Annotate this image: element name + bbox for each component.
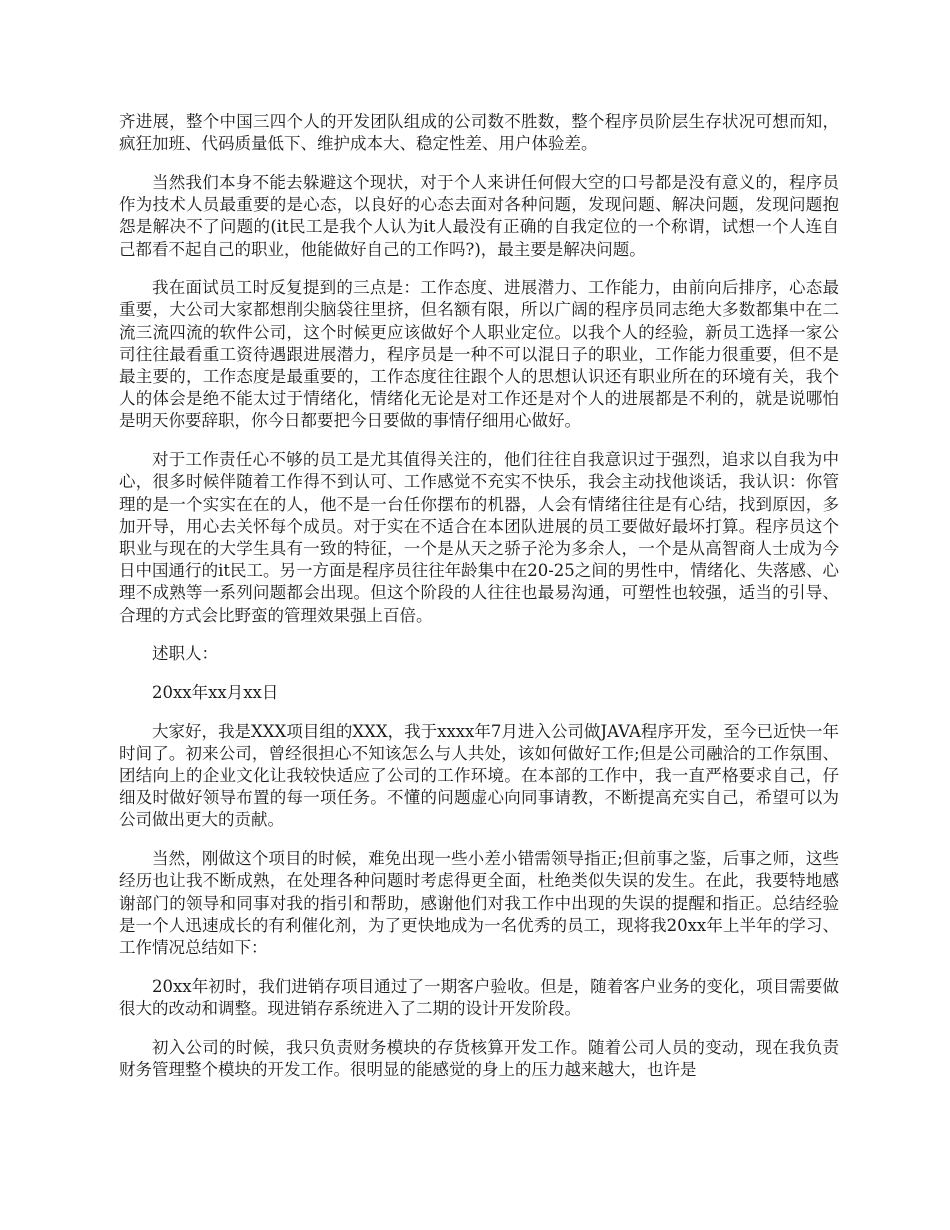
paragraph-7: 20xx年初时，我们进销存项目通过了一期客户验收。但是，随着客户业务的变化，项目需要做很大的改动和调整。现进销存系统进入了二期的设计开发阶段。 — [119, 976, 839, 1018]
paragraph-2: 当然我们本身不能去躲避这个现状，对于个人来讲任何假大空的口号都是没有意义的，程序员作为技术人员最重要的是心态，以良好的心态去面对各种问题，发现问题、解决问题，发现问题抱怨是解决不了问题的(it民工是我个人认为it人最没有正确的自我定位的一个称谓，试想一个人连自己都看不起自己的职业，他能做好自己的工作吗?)，最主要是解决问题。 — [119, 172, 839, 259]
paragraph-4: 对于工作责任心不够的员工是尤其值得关注的，他们往往自我意识过于强烈，追求以自我为中心，很多时候伴随着工作得不到认可、工作感觉不充实不快乐，我会主动找他谈话，我认识：你管理的是一个实实在在的人，他不是一台任你摆布的机器，人会有情绪往往是有心结，找到原因，多加开导，用心去关怀每个成员。对于实在不适合在本团队进展的员工要做好最坏打算。程序员这个职业与现在的大学生具有一致的特征，一个是从天之骄子沦为多余人，一个是从高智商人士成为今日中国通行的it民工。另一方面是程序员往往年龄集中在20-25之间的男性中，情绪化、失落感、心理不成熟等一系列问题都会出现。但这个阶段的人往往也最易沟通，可塑性也较强，适当的引导、合理的方式会比野蛮的管理效果强上百倍。 — [119, 450, 839, 625]
paragraph-3: 我在面试员工时反复提到的三点是：工作态度、进展潜力、工作能力，由前向后排序，心态最重要，大公司大家都想削尖脑袋往里挤，但名额有限，所以广阔的程序员同志绝大多数都集中在二流三流四流的软件公司，这个时候更应该做好个人职业定位。以我个人的经验，新员工选择一家公司往往最看重工资待遇跟进展潜力，程序员是一种不可以混日子的职业，工作能力很重要，但不是最主要的，工作态度是最重要的，工作态度往往跟个人的思想认识还有职业所在的环境有关，我个人的体会是绝不能太过于情绪化，情绪化无论是对工作还是对个人的进展都是不利的，就是说哪怕是明天你要辞职，你今日都要把今日要做的事情仔细用心做好。 — [119, 278, 839, 431]
signature-date: 20xx年xx月xx日 — [152, 682, 279, 702]
signature-label: 述职人： — [152, 644, 218, 664]
paragraph-1: 齐进展，整个中国三四个人的开发团队组成的公司数不胜数，整个程序员阶层生存状况可想而知，疯狂加班、代码质量低下、维护成本大、稳定性差、用户体验差。 — [119, 112, 839, 154]
paragraph-6: 当然，刚做这个项目的时候，难免出现一些小差小错需领导指正;但前事之鉴，后事之师，这些经历也让我不断成熟，在处理各种问题时考虑得更全面，杜绝类似失误的发生。在此，我要特地感谢部门的领导和同事对我的指引和帮助，感谢他们对我工作中出现的失误的提醒和指正。总结经验是一个人迅速成长的有利催化剂，为了更快地成为一名优秀的员工，现将我20xx年上半年的学习、工作情况总结如下： — [119, 849, 839, 957]
paragraph-8: 初入公司的时候，我只负责财务模块的存货核算开发工作。随着公司人员的变动，现在我负责财务管理整个模块的开发工作。很明显的能感觉的身上的压力越来越大，也许是 — [119, 1037, 839, 1079]
paragraph-5: 大家好，我是XXX项目组的XXX，我于xxxx年7月进入公司做JAVA程序开发，至今已近快一年时间了。初来公司，曾经很担心不知该怎么与人共处，该如何做好工作;但是公司融洽的工作氛围、团结向上的企业文化让我较快适应了公司的工作环境。在本部的工作中，我一直严格要求自己，仔细及时做好领导布置的每一项任务。不懂的问题虚心向同事请教，不断提高充实自己，希望可以为公司做出更大的贡献。 — [119, 721, 839, 830]
document-page — [119, 111, 839, 1098]
